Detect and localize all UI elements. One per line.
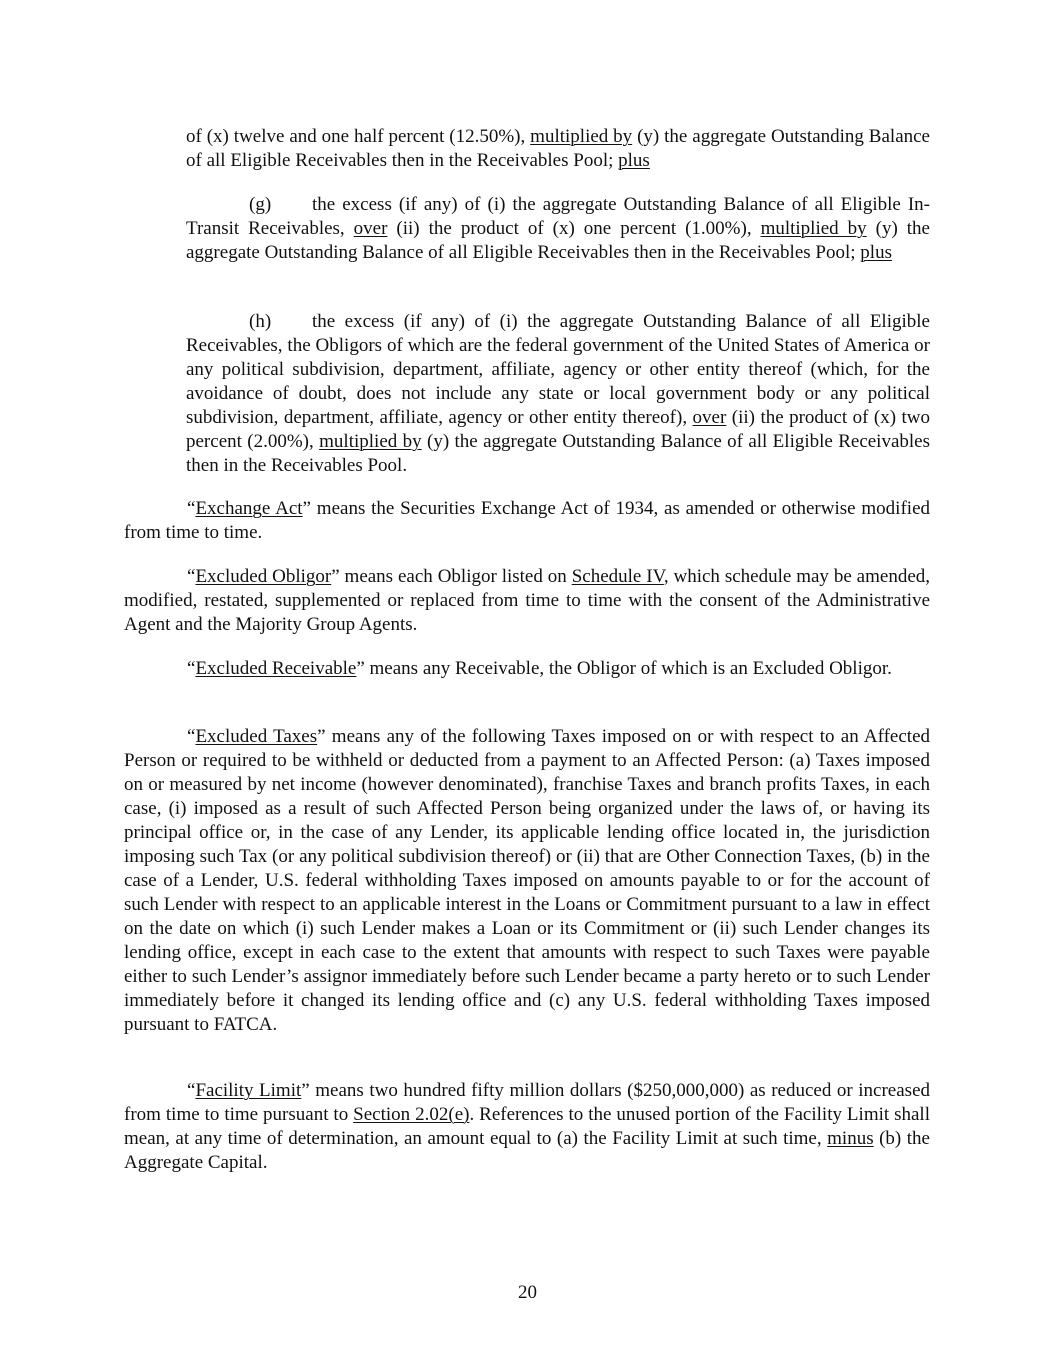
definition-excluded-taxes: “Excluded Taxes” means any of the following Taxes imposed on or with respect to an Affected Person or required to be withheld or deducted from a payment to an Affected Person: (a) Taxes imposed on or measured by net income (however denominated), franchise Taxes and branch profits Taxes, in each case, (i) imposed as a result of such Affected Person being organized under the laws of, or having its principal office or, in the case of any Lender, its applicable lending office located in, the jurisdiction imposing such Tax (or any political subdivision thereof) or (ii) that are Other Connection Taxes, (b) in the case of a Lender, U.S. federal withholding Taxes imposed on amounts payable to or for the account of such Lender with respect to an applicable interest in the Loans or Commitment pursuant to a law in effect on the date on which (i) such Lender makes a Loan or its Commitment or (ii) such Lender changes its lending office, except in each case to the extent that amounts with respect to such Taxes were payable either to such Lender’s assignor immediately before such Lender became a party hereto or to such Lender immediately before it changed its lending office and (c) any U.S. federal withholding Taxes imposed pursuant to FATCA.	[124, 726, 930, 1035]
cross-reference: Section 2.02(e)	[353, 1104, 470, 1125]
defined-term: Facility Limit	[195, 1080, 302, 1101]
clause-g: (g) the excess (if any) of (i) the aggregate Outstanding Balance of all Eligible In-Transit Receivables, over (ii) the product of (x) one percent (1.00%), multiplied by (y) the aggregate Outstanding Balance of all Eligible Receivables then in the Receivables Pool; plus	[186, 194, 930, 263]
definition-facility-limit: “Facility Limit” means two hundred fifty million dollars ($250,000,000) as reduced or increased from time to time pursuant to Section 2.02(e). References to the unused portion of the Facility Limit shall mean, at any time of determination, an amount equal to (a) the Facility Limit at such time, minus (b) the Aggregate Capital.	[124, 1080, 930, 1173]
clause-h: (h) the excess (if any) of (i) the aggregate Outstanding Balance of all Eligible Receivables, the Obligors of which are the federal government of the United States of America or any political subdivision, department, affiliate, agency or other entity thereof (which, for the avoidance of doubt, does not include any state or local government body or any political subdivision, department, affiliate, agency or other entity thereof), over (ii) the product of (x) two percent (2.00%), multiplied by (y) the aggregate Outstanding Balance of all Eligible Receivables then in the Receivables Pool.	[186, 311, 931, 476]
defined-term: Excluded Obligor	[195, 566, 332, 587]
definition-excluded-obligor: “Excluded Obligor” means each Obligor listed on Schedule IV, which schedule may be amended, modified, restated, supplemented or replaced from time to time with the consent of the Administrative Agent and the Majority Group Agents.	[124, 566, 930, 635]
definition-excluded-receivable: “Excluded Receivable” means any Receivable, the Obligor of which is an Excluded Obligor.	[187, 658, 892, 679]
defined-term: Excluded Taxes	[195, 726, 318, 747]
clause-number: (g)	[249, 194, 272, 215]
defined-term: Excluded Receivable	[195, 658, 357, 679]
clause-number: (h)	[249, 311, 272, 332]
page-number: 20	[518, 1282, 537, 1303]
defined-term: Exchange Act	[195, 498, 303, 519]
cross-reference: Schedule IV	[571, 566, 664, 587]
definition-exchange-act: “Exchange Act” means the Securities Exchange Act of 1934, as amended or otherwise modified from time to time.	[124, 498, 930, 543]
continuation-paragraph: of (x) twelve and one half percent (12.50%), multiplied by (y) the aggregate Outstanding Balance of all Eligible Receivables then in the Receivables Pool; plus	[186, 126, 930, 171]
